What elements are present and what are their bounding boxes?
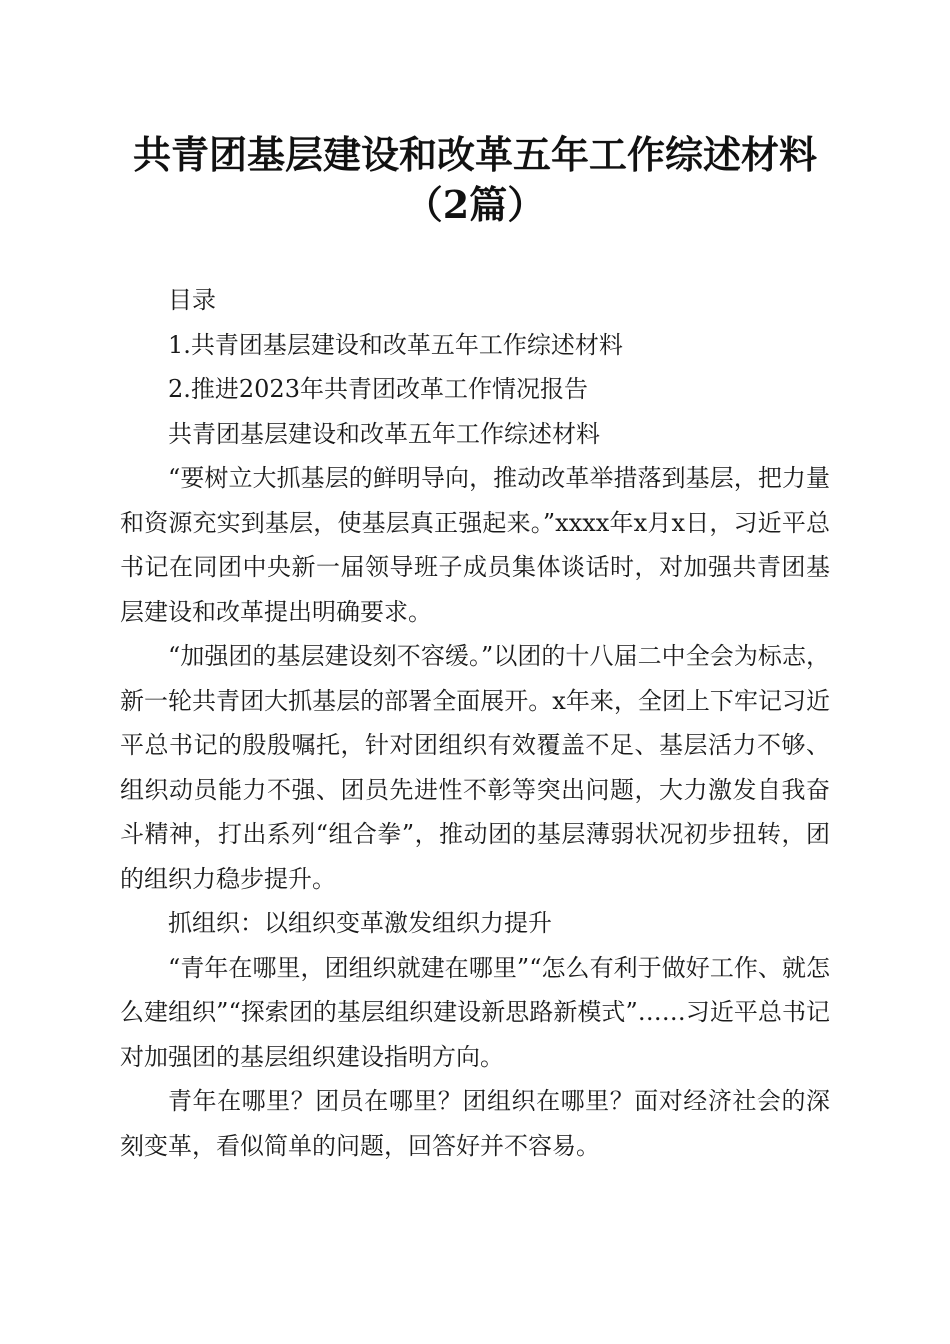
article-title: 共青团基层建设和改革五年工作综述材料 [168, 419, 600, 448]
paragraph: “加强团的基层建设刻不容缓。”以团的十八届二中全会为标志，新一轮共青团大抓基层的部署全面展开。x年来，全团上下牢记习近平总书记的殷殷嘱托，针对团组织有效覆盖不足、基层活力不够、组织动员能力不强、团员先进性不彰等突出问题，大力激发自我奋斗精神，打出系列“组合拳”，推动团的基层薄弱状况初步扭转，团的组织力稳步提升。 [120, 642, 830, 893]
toc-heading: 目录 [168, 286, 216, 314]
toc-item: 2.推进2023年共青团改革工作情况报告 [168, 375, 588, 403]
toc-item: 1.共青团基层建设和改革五年工作综述材料 [168, 330, 623, 359]
paragraph: 青年在哪里？团员在哪里？团组织在哪里？面对经济社会的深刻变革，看似简单的问题，回答好并不容易。 [120, 1087, 830, 1160]
document-title: 共青团基层建设和改革五年工作综述材料（2篇） [132, 132, 817, 227]
document-body [120, 278, 830, 1168]
paragraph: “要树立大抓基层的鲜明导向，推动改革举措落到基层，把力量和资源充实到基层，使基层真正强起来。”xxxx年x月x日，习近平总书记在同团中央新一届领导班子成员集体谈话时，对加强共青团基层建设和改革提出明确要求。 [120, 464, 830, 626]
section-heading: 抓组织：以组织变革激发组织力提升 [168, 909, 552, 937]
paragraph: “青年在哪里，团组织就建在哪里”“怎么有利于做好工作、就怎么建组织”“探索团的基层组织建设新思路新模式”……习近平总书记对加强团的基层组织建设指明方向。 [120, 953, 830, 1071]
